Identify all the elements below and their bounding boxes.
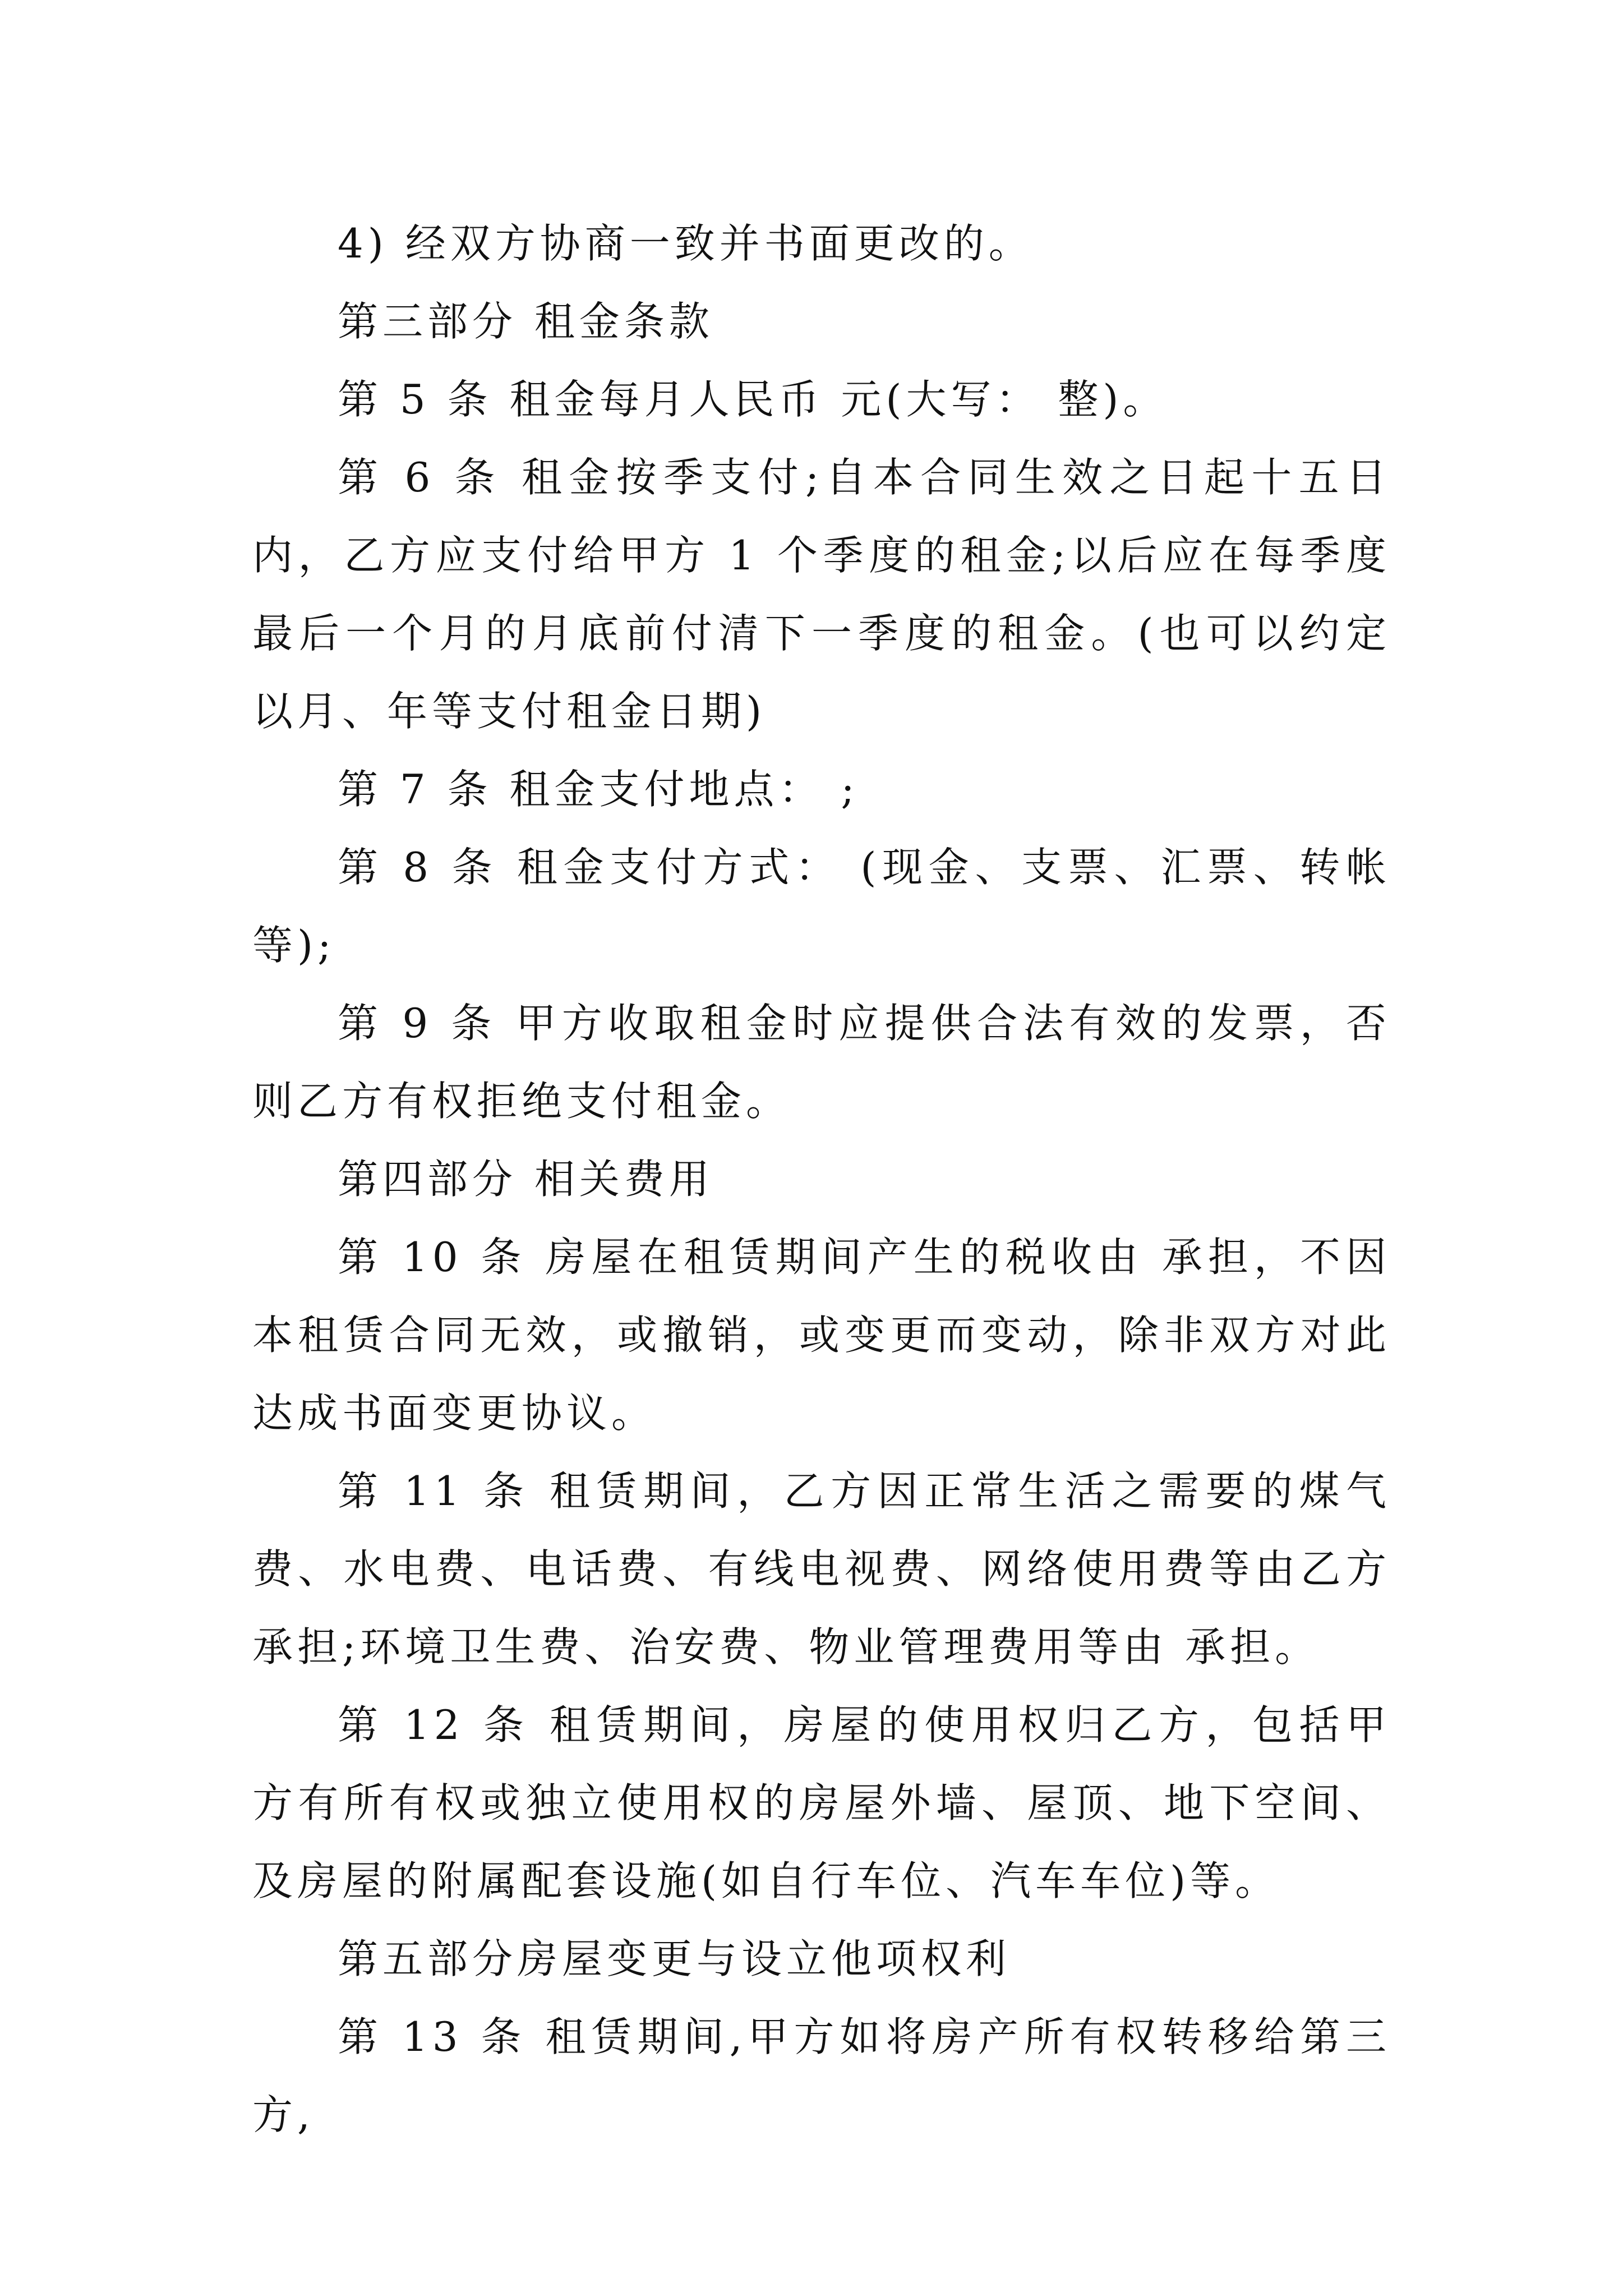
paragraph-article-11: 第 11 条 租赁期间，乙方因正常生活之需要的煤气费、水电费、电话费、有线电视费、网络使用费等由乙方承担;环境卫生费、治安费、物业管理费用等由 承担。 <box>252 1467 1391 1671</box>
paragraph-article-9: 第 9 条 甲方收取租金时应提供合法有效的发票，否则乙方有权拒绝支付租金。 <box>252 1000 1391 1125</box>
paragraph-article-12: 第 12 条 租赁期间，房屋的使用权归乙方，包括甲方有所有权或独立使用权的房屋外墙、屋顶、地下空间、及房屋的附属配套设施(如自行车位、汽车车位)等。 <box>252 1701 1391 1904</box>
document-body <box>252 205 1391 2154</box>
paragraph-article-7: 第 7 条 租金支付地点： ; <box>338 766 859 813</box>
paragraph-clause-4-item: 4) 经双方协商一致并书面更改的。 <box>338 220 1034 267</box>
paragraph-article-10: 第 10 条 房屋在租赁期间产生的税收由 承担，不因本租赁合同无效，或撤销，或变更而变动，除非双方对此达成书面变更协议。 <box>252 1234 1391 1437</box>
paragraph-article-6: 第 6 条 租金按季支付;自本合同生效之日起十五日内，乙方应支付给甲方 1 个季度的租金;以后应在每季度最后一个月的月底前付清下一季度的租金。(也可以约定以月、年等支付租金日期) <box>252 454 1391 735</box>
paragraph-article-5: 第 5 条 租金每月人民币 元(大写： 整)。 <box>338 376 1168 423</box>
section-heading-part-4: 第四部分 相关费用 <box>338 1156 714 1203</box>
section-heading-part-5: 第五部分房屋变更与设立他项权利 <box>338 1935 1011 1982</box>
paragraph-article-13: 第 13 条 租赁期间,甲方如将房产所有权转移给第三方, <box>252 2013 1391 2138</box>
paragraph-article-8: 第 8 条 租金支付方式： (现金、支票、汇票、转帐等); <box>252 844 1391 969</box>
section-heading-part-3: 第三部分 租金条款 <box>338 298 714 345</box>
